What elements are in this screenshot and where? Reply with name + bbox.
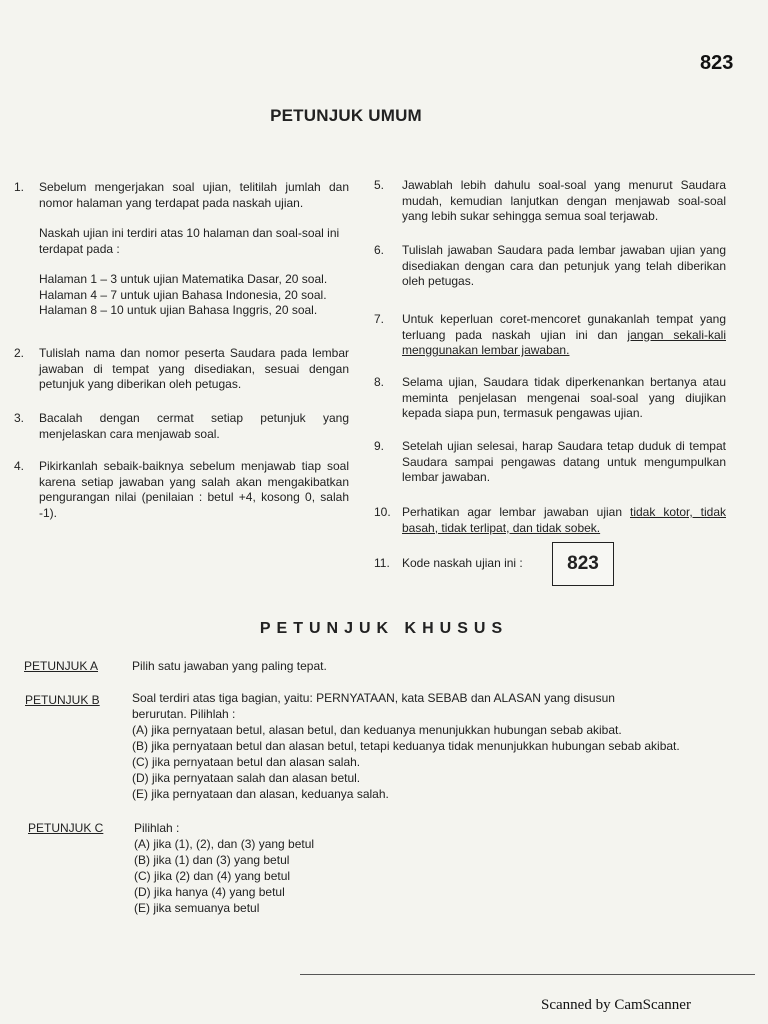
item-paragraph: Halaman 1 – 3 untuk ujian Matematika Dasar, 20 soal. — [39, 272, 328, 286]
petunjuk-line: Soal terdiri atas tiga bagian, yaitu: PERNYATAAN, kata SEBAB dan ALASAN yang disusun — [132, 691, 615, 705]
petunjuk-b-body — [132, 690, 680, 802]
item-number: 9. — [374, 439, 385, 453]
exam-code-box: 823 — [552, 542, 614, 586]
item-paragraph: Halaman 4 – 7 untuk ujian Bahasa Indonesia, 20 soal. — [39, 287, 327, 302]
item-number: 2. — [14, 346, 25, 360]
scanner-footer: Scanned by CamScanner — [541, 997, 691, 1013]
item-paragraph: Sebelum mengerjakan soal ujian, telitilah jumlah dan nomor halaman yang terdapat pada naskah ujian. — [39, 180, 349, 210]
petunjuk-c-label: PETUNJUK C — [28, 821, 104, 835]
petunjuk-a-body — [132, 658, 327, 674]
item-number: 3. — [14, 411, 25, 425]
petunjuk-b-label: PETUNJUK B — [25, 693, 100, 707]
item-text-underlined: jangan sekali-kali menggunakan lembar jawaban. — [402, 327, 726, 357]
petunjuk-a-label: PETUNJUK A — [24, 659, 99, 673]
item-text: Setelah ujian selesai, harap Saudara tetap duduk di tempat Saudara sampai pengawas datang untuk mengumpulkan lembar jawaban. — [402, 439, 726, 484]
item-text-plain: Perhatikan agar lembar jawaban ujian — [402, 505, 630, 519]
petunjuk-line: (B) jika (1) dan (3) yang betul — [134, 853, 290, 867]
petunjuk-line: Pilih satu jawaban yang paling tepat. — [132, 659, 327, 673]
item-text: Tulislah jawaban Saudara pada lembar jawaban ujian yang disediakan dengan cara dan petunjuk yang telah diberikan oleh petugas. — [402, 243, 726, 288]
item-number: 6. — [374, 243, 385, 257]
item-text — [402, 505, 726, 536]
petunjuk-line: (B) jika pernyataan betul dan alasan betul, tetapi keduanya tidak menunjukkan hubungan sebab akibat. — [132, 739, 680, 753]
petunjuk-line: (E) jika semuanya betul — [134, 901, 260, 915]
petunjuk-c-body — [134, 820, 314, 916]
item-number: 10. — [374, 505, 391, 519]
item-text — [402, 312, 726, 359]
page-number: 823 — [700, 52, 734, 74]
petunjuk-umum-title: PETUNJUK UMUM — [270, 106, 422, 125]
petunjuk-line: (A) jika (1), (2), dan (3) yang betul — [134, 837, 315, 851]
item-number: 5. — [374, 178, 385, 192]
petunjuk-khusus-title: PETUNJUK KHUSUS — [259, 620, 509, 637]
item-text: Bacalah dengan cermat setiap petunjuk yang menjelaskan cara menjawab soal. — [39, 411, 349, 441]
item-number: 8. — [374, 375, 385, 389]
petunjuk-line: (A) jika pernyataan betul, alasan betul, dan keduanya menunjukkan hubungan sebab akibat. — [132, 723, 622, 737]
petunjuk-line: (C) jika (2) dan (4) yang betul — [134, 869, 291, 883]
petunjuk-line: Pilihlah : — [134, 821, 180, 835]
petunjuk-line: (D) jika hanya (4) yang betul — [134, 885, 285, 899]
item-paragraph: Halaman 8 – 10 untuk ujian Bahasa Inggris, 20 soal. — [39, 303, 318, 317]
item-text: Pikirkanlah sebaik-baiknya sebelum menjawab tiap soal karena setiap jawaban yang salah akan mengakibatkan pengurangan nilai (penilaian : betul +4, kosong 0, salah -1). — [39, 459, 349, 520]
bottom-rule — [300, 974, 755, 975]
item-number: 1. — [14, 180, 25, 194]
item-text: Tulislah nama dan nomor peserta Saudara pada lembar jawaban di tempat yang disediakan, sesuai dengan petunjuk yang diberikan oleh petugas. — [39, 346, 349, 391]
item-text — [39, 180, 349, 319]
petunjuk-line: berurutan. Pilihlah : — [132, 707, 236, 721]
item-number: 4. — [14, 459, 25, 473]
item-number: 7. — [374, 312, 385, 326]
item-text-plain: Untuk keperluan coret-mencoret gunakanlah tempat yang terluang pada naskah ujian ini dan — [402, 312, 726, 342]
item-text: Jawablah lebih dahulu soal-soal yang menurut Saudara mudah, kemudian lanjutkan dengan menjawab soal-soal yang lebih sukar sehingga semua soal terjawab. — [402, 178, 726, 223]
petunjuk-line: (E) jika pernyataan dan alasan, keduanya salah. — [132, 787, 389, 801]
item-paragraph: Naskah ujian ini terdiri atas 10 halaman dan soal-soal ini terdapat pada : — [39, 226, 340, 256]
item-text: Kode naskah ujian ini : — [402, 556, 523, 570]
item-number: 11. — [374, 556, 390, 570]
petunjuk-line: (D) jika pernyataan salah dan alasan betul. — [132, 771, 361, 785]
item-text: Selama ujian, Saudara tidak diperkenankan bertanya atau meminta penjelasan mengenai soal-soal yang diujikan kepada siapa pun, termasuk pengawas ujian. — [402, 375, 726, 420]
item-text-underlined: tidak kotor, tidak basah, tidak terlipat, dan tidak sobek. — [402, 505, 726, 535]
petunjuk-line: (C) jika pernyataan betul dan alasan salah. — [132, 755, 361, 769]
